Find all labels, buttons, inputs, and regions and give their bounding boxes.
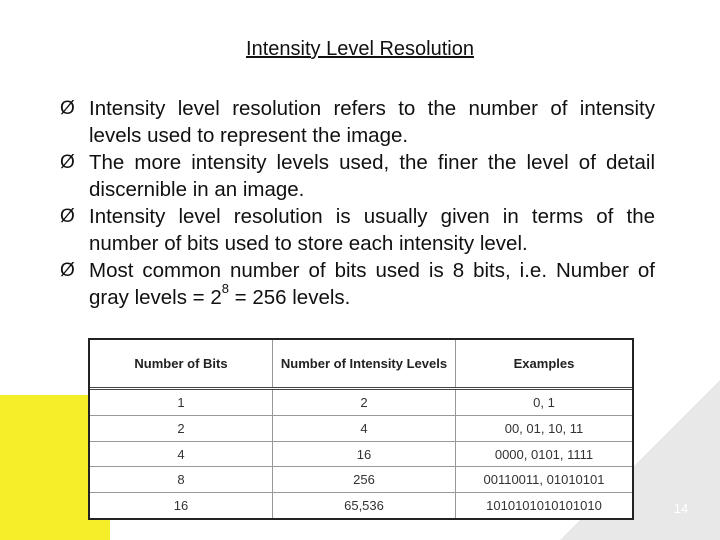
table-header: Number of Bits bbox=[90, 340, 273, 389]
bullet-item: Ø Most common number of bits used is 8 bits, i.e. Number of gray levels = $2^8 = 256$ levels. bbox=[60, 259, 655, 309]
table-header: Examples bbox=[456, 340, 633, 389]
table-row: 4 16 0000, 0101, 1111 bbox=[90, 441, 632, 467]
table-row: 2 4 00, 01, 10, 11 bbox=[90, 415, 632, 441]
arrow-bullet-icon: Ø bbox=[60, 152, 75, 173]
slide-title: Intensity Level Resolution bbox=[246, 38, 474, 60]
table-header: Number of Intensity Levels bbox=[273, 340, 456, 389]
arrow-bullet-icon: Ø bbox=[60, 260, 75, 281]
page-number: 14 bbox=[673, 501, 689, 516]
bullet-item: Ø Intensity level resolution refers to the number of intensity levels used to represent the image. bbox=[60, 97, 655, 147]
bullet-item: Ø Intensity level resolution is usually given in terms of the number of bits used to store each intensity level. bbox=[60, 205, 655, 255]
arrow-bullet-icon: Ø bbox=[60, 98, 75, 119]
bullet-item: Ø The more intensity levels used, the finer the level of detail discernible in an image. bbox=[60, 151, 655, 201]
table-row: 16 65,536 1010101010101010 bbox=[90, 493, 632, 518]
table-row: 8 256 00110011, 01010101 bbox=[90, 467, 632, 493]
table-row: 1 2 0, 1 bbox=[90, 389, 632, 416]
arrow-bullet-icon: Ø bbox=[60, 206, 75, 227]
bits-table bbox=[88, 338, 634, 520]
bullet-list bbox=[60, 95, 655, 311]
